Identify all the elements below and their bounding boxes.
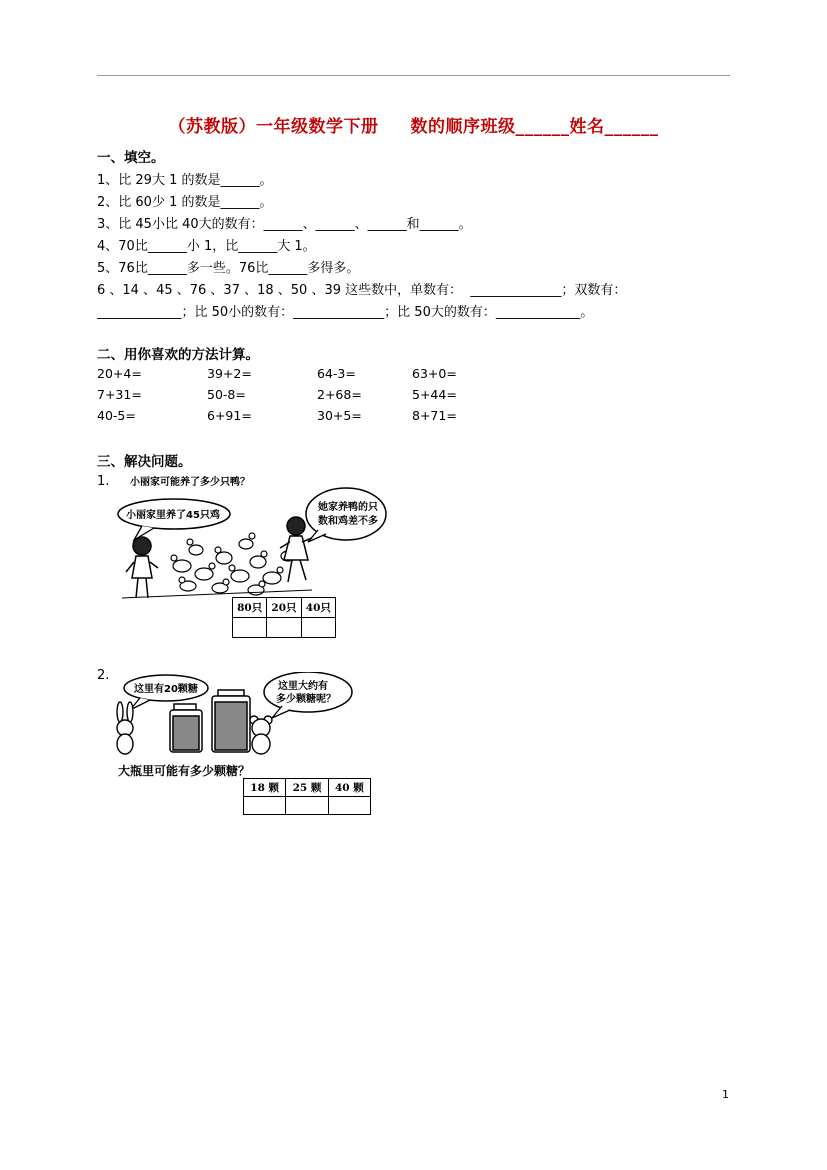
problem2-bubble-left: 这里有20颗糖	[134, 684, 198, 695]
answer-cell[interactable]	[286, 797, 328, 815]
answer-cell[interactable]	[328, 797, 370, 815]
problem2-bubble-right-1: 这里大约有	[278, 681, 328, 692]
problem1-number: 1.	[97, 474, 110, 489]
rabbit-figure	[117, 702, 133, 754]
big-jar	[212, 690, 250, 752]
fill-blank-5: 5、76比______多一些。76比______多得多。	[97, 261, 360, 276]
chickens-ducks-group	[171, 533, 297, 595]
answer-cell[interactable]	[267, 618, 301, 638]
calc-item: 8+71=	[412, 408, 457, 423]
option-cell: 20只	[267, 598, 301, 618]
girl-right-figure	[280, 517, 312, 582]
fill-blank-1: 1、比 29大 1 的数是______。	[97, 173, 273, 188]
option-cell: 25 颗	[286, 779, 328, 797]
fill-blank-6b: _____________；比 50小的数有：______________；比 50大的数有：_____________。	[97, 305, 594, 320]
header-rule	[97, 75, 730, 76]
problem1-options-table	[232, 597, 336, 638]
problem2-options-table	[243, 778, 371, 815]
problem1-bubble-right-2: 数和鸡差不多	[318, 516, 378, 527]
problem2-question: 大瓶里可能有多少颗糖？	[118, 764, 251, 778]
fill-blank-6a: 6 、14 、45 、76 、37 、18 、50 、39 这些数中，单数有： ______________；双数有：	[97, 283, 627, 298]
fill-blank-4: 4、70比______小 1，比______大 1。	[97, 239, 316, 254]
calc-item: 2+68=	[317, 387, 362, 402]
fill-blank-3: 3、比 45小比 40大的数有：______、______、______和______。	[97, 217, 472, 232]
calc-item: 5+44=	[412, 387, 457, 402]
calc-item: 50-8=	[207, 387, 246, 402]
option-cell: 40只	[301, 598, 335, 618]
calc-item: 20+4=	[97, 366, 142, 381]
calc-item: 6+91=	[207, 408, 252, 423]
calc-item: 39+2=	[207, 366, 252, 381]
option-cell: 18 颗	[244, 779, 286, 797]
section1-heading: 一、填空。	[97, 150, 165, 166]
problem2-number: 2.	[97, 668, 110, 683]
answer-cell[interactable]	[233, 618, 267, 638]
section2-heading: 二、用你喜欢的方法计算。	[97, 347, 259, 363]
option-cell: 80只	[233, 598, 267, 618]
problem1-bubble-left: 小丽家里养了45只鸡	[126, 510, 220, 521]
problem2-bubble-right-2: 多少颗糖呢？	[276, 694, 336, 705]
calc-item: 40-5=	[97, 408, 136, 423]
girl-left-figure	[126, 537, 158, 598]
calc-item: 63+0=	[412, 366, 457, 381]
calc-item: 64-3=	[317, 366, 356, 381]
bear-figure	[250, 716, 272, 754]
section3-heading: 三、解决问题。	[97, 454, 192, 470]
problem1-bubble-right-1: 她家养鸭的只	[318, 502, 378, 513]
page-number: 1	[722, 1088, 729, 1101]
small-jar	[170, 704, 202, 752]
calc-item: 7+31=	[97, 387, 142, 402]
option-cell: 40 颗	[328, 779, 370, 797]
problem1-question: 小丽家可能养了多少只鸭？	[130, 477, 250, 488]
calc-item: 30+5=	[317, 408, 362, 423]
fill-blank-2: 2、比 60少 1 的数是______。	[97, 195, 273, 210]
answer-cell[interactable]	[244, 797, 286, 815]
answer-cell[interactable]	[301, 618, 335, 638]
page-title: （苏教版）一年级数学下册 数的顺序班级______姓名______	[168, 117, 659, 137]
